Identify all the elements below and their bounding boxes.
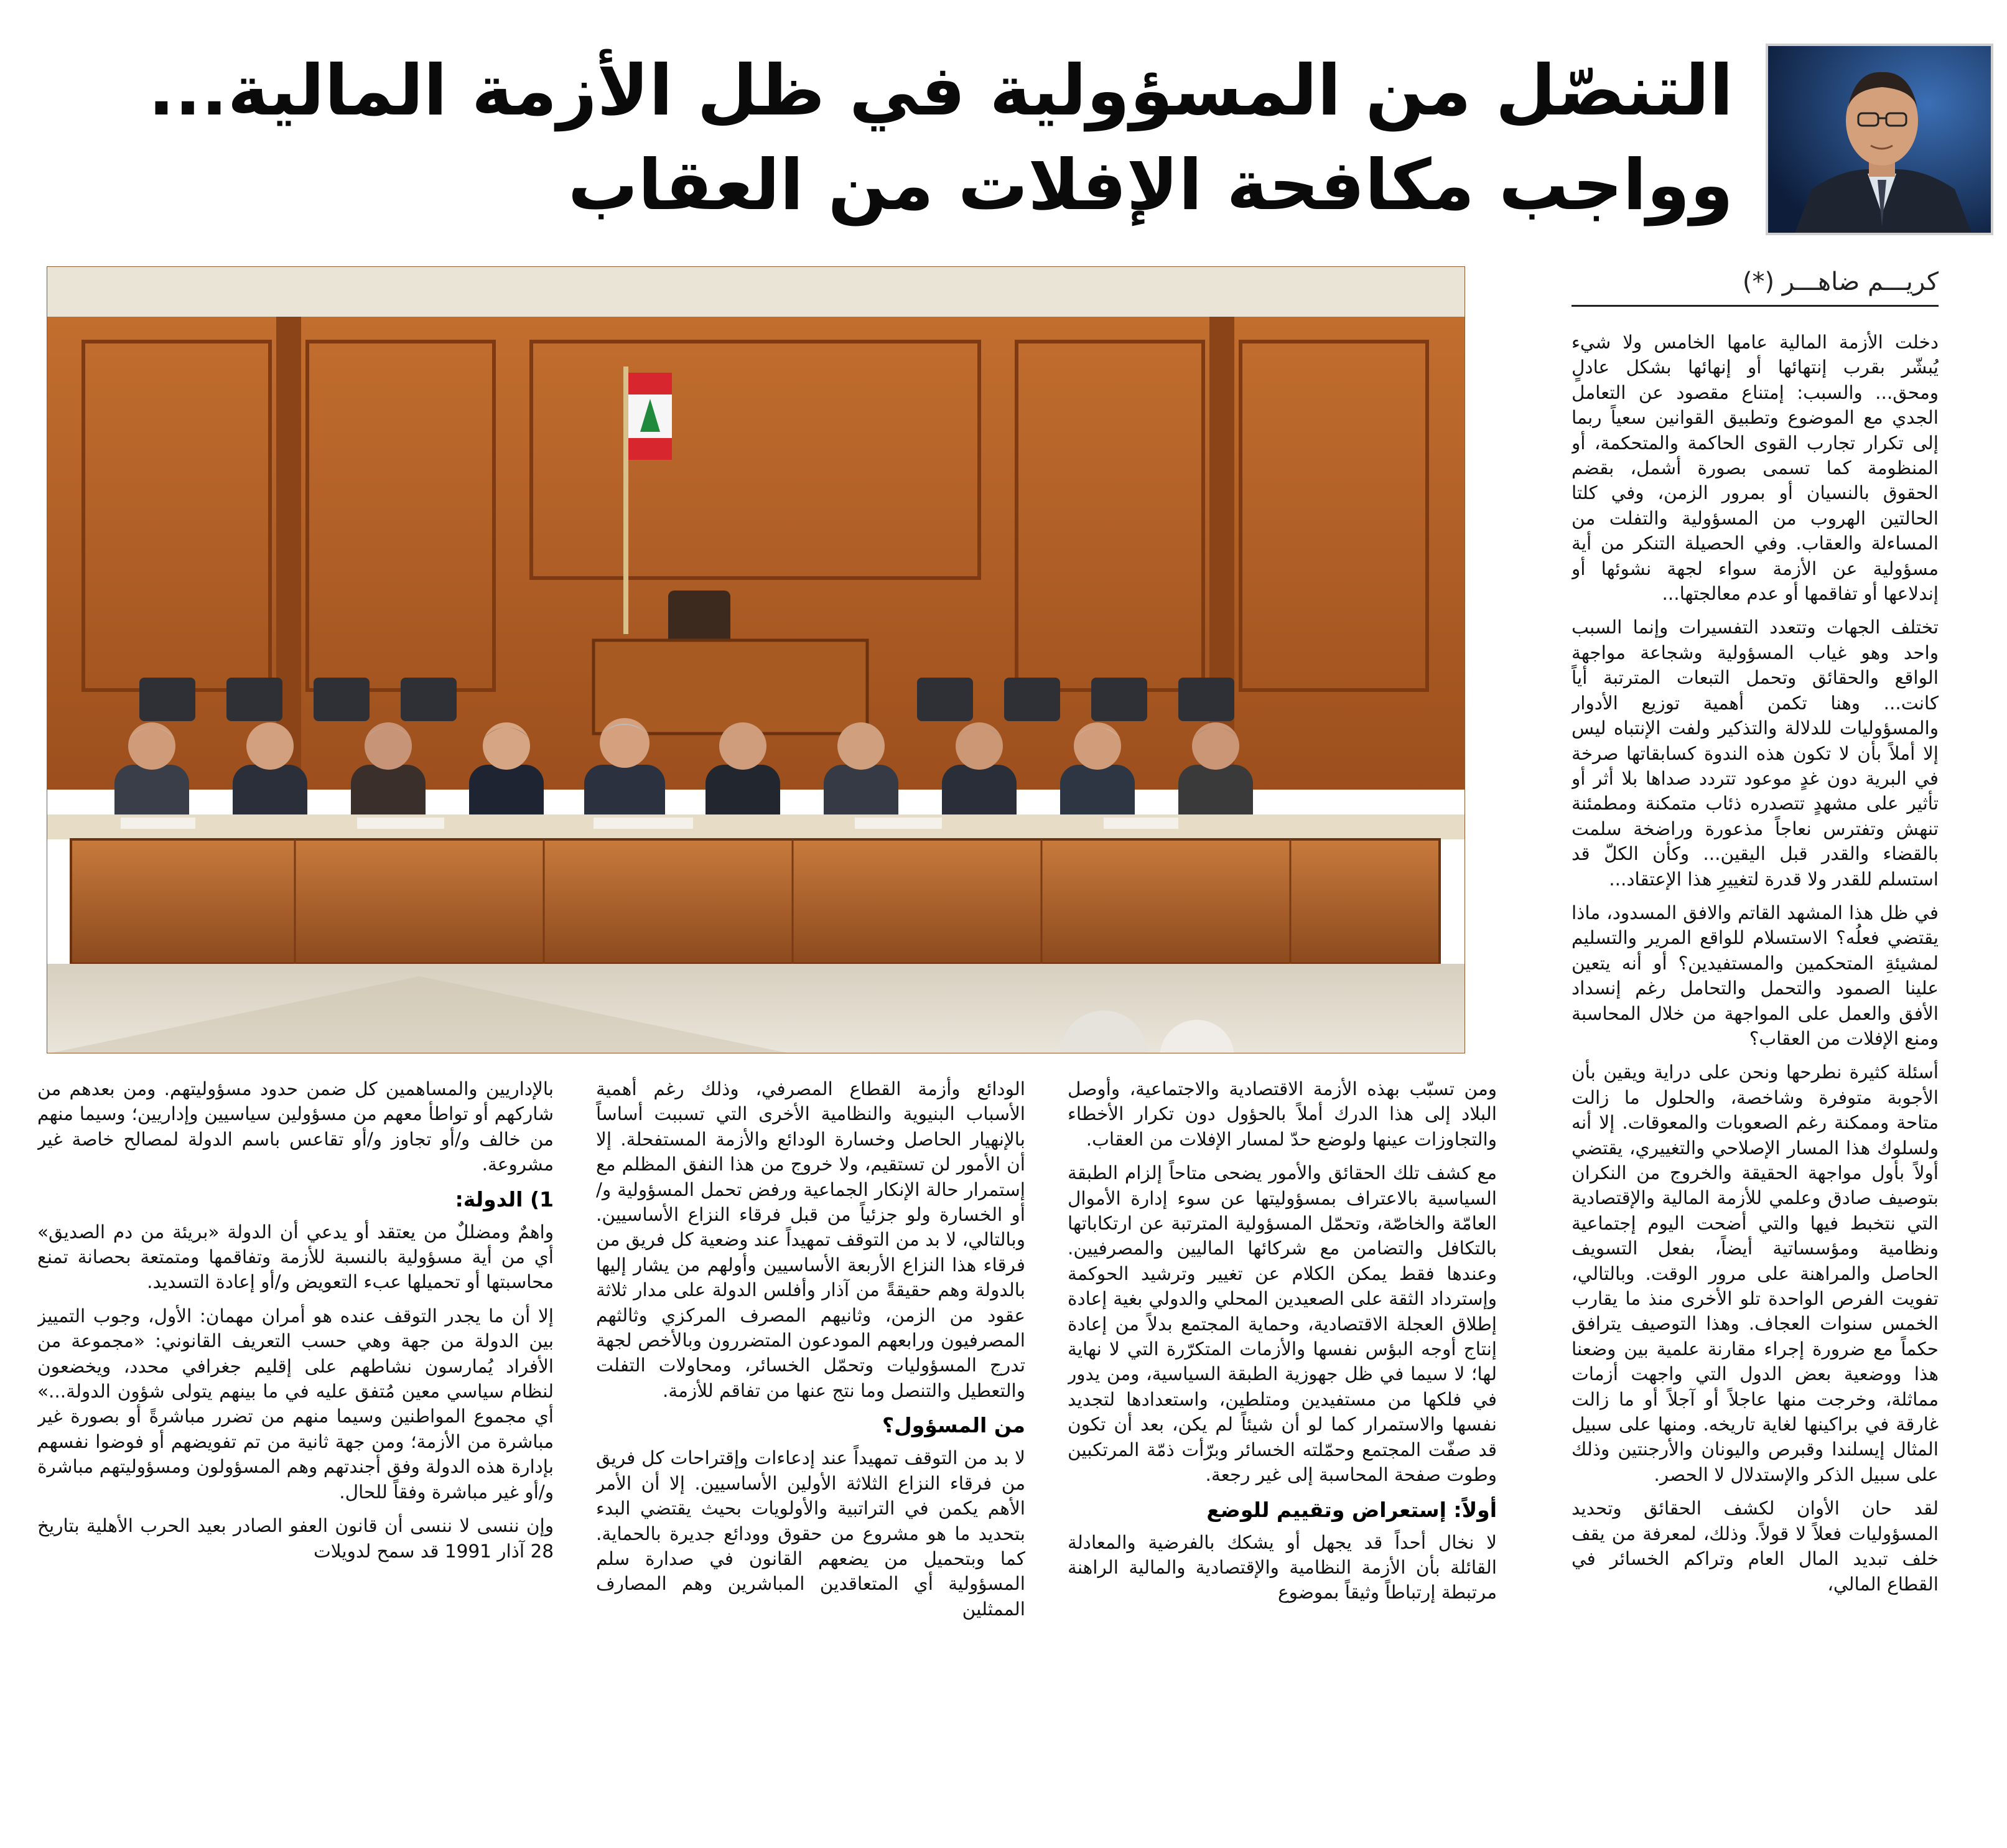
paragraph: لقد حان الأوان لكشف الحقائق وتحديد المسؤوليات فعلاً لا قولاً. وذلك، لمعرفة من يقف خلف تبديد المال العام وتراكم الخسائر في القطاع المالي، [1572,1498,1939,1595]
paragraph: أسئلة كثيرة نطرحها ونحن على دراية ويقين بأن الأجوبة متوفرة وشاخصة، والحلول ما زالت متاحة وممكنة رغم الصعوبات والمعوقات. إلا أنه ولسلوك هذا المسار الإصلاحي والتغييري، يقتضي أولاً بأول مواجهة الحقيقة والخروج من النكران بتوصيف صادق وعلمي للأزمة المالية والإقتصادية التي نتخبط فيها والتي أضحت اليوم إجتماعية ونظامية ومؤسساتية أيضاً، بفعل التسويف الحاصل والمراهنة على مرور الوقت. وبالتالي، تفويت الفرص الواحدة تلو الأخرى منذ ما يقارب الخمس سنوات العجاف. وهذا التوصيف يترافق حكماً مع ضرورة إجراء مقارنة علمية بين وضعنا هذا ووضعية بعض الدول التي واجهت أزمات مماثلة، وخرجت منها عاجلاً أو آجلاً أو ما زالت غارقة في براكينها لغاية تاريخه. ومنها على سبيل المثال إيسلندا وقبرص واليونان والأرجنتين وذلك على سبيل الذكر والإستدلال لا الحصر. [1572,1062,1939,1485]
paragraph: لا بد من التوقف تمهيداً عند إدعاءات وإقتراحات كل فريق من فرقاء النزاع الثلاثة الأولين الأساسيين. إلا أن الأمر الأهم يكمن في التراتبية والأولويات بحيث يقتضي البدء بتحديد ما هو مشروع من حقوق وودائع جديرة بالحماية. كما وبتحميل من يضعهم القانون في صدارة سلم المسؤولية أي المتعاقدين المباشرين وهم المصارف الممثلين [596,1447,1025,1620]
paragraph: في ظل هذا المشهد القاتم والافق المسدود، ماذا يقتضي فعلُه؟ الاستسلام للواقع المرير والتسليم لمشيئةِ المتحكمين والمستفيدين؟ أو أنه يتعين علينا الصمود والتحمل والتحامل رغم إنسداد الأفق والعمل على المواجهة من خلال المحاسبة ومنع الإفلات من العقاب؟ [1572,902,1939,1049]
paragraph: لا نخال أحداً قد يجهل أو يشكك بالفرضية والمعادلة القائلة بأن الأزمة النظامية والإقتصادية والمالية الراهنة مرتبطة إرتباطاً وثيقاً بموضوع [1068,1531,1497,1603]
headline-line-1: التنصّل من المسؤولية في ظل الأزمة المالية... [148,50,1733,131]
paragraph: واهمٌ ومضللٌ من يعتقد أو يدعي أن الدولة «بريئة من دم الصديق» أي من أية مسؤولية بالنسبة للأزمة وتفاقمها ومتمتعة بحصانة تمنع محاسبتها أو تحميلها عبء التعويض و/أو إعادة التسديد. [37,1221,554,1293]
section-heading: من المسؤول؟ [882,1413,1025,1438]
paragraph: مع كشف تلك الحقائق والأمور يضحى متاحاً إلزام الطبقة السياسية بالاعتراف بمسؤوليتها عن سوء إدارة الأموال العامّة والخاصّة، وتحمّل المسؤولية المترتبة عن ارتكاباتها بالتكافل والتضامن مع شركائها الماليين والمصرفيين. وعندها فقط يمكن الكلام عن تغيير وترشيد الحوكمة وإسترداد الثقة على الصعيدين المحلي والدولي بغية إعادة إطلاق العجلة الاقتصادية، وحماية المجتمع بدلاً من إعادة إنتاج أوجه البؤس نفسها والأزمات المتكرّرة التي لا نهاية لها؛ لا سيما في ظل جهوزية الطبقة السياسية، ومن يدور في فلكها من مستفيدين ومتلطين، واستعدادها لتجديد نفسها والاستمرار كما لو أن شيئاً لم يكن، بعد أن تكون قد صفّت المجتمع وحمّلته الخسائر وبرّأت ذمّة المرتكبين وطوت صفحة المحاسبة إلى غير رجعة. [1068,1162,1497,1486]
article-column-1 [1572,330,1939,1842]
paragraph: بالإداريين والمساهمين كل ضمن حدود مسؤوليتهم. ومن بعدهم من شاركهم أو تواطأ معهم من مسؤولين سياسيين وإداريين؛ وسيما منهم من خالف و/أو تجاوز و/أو تقاعس باسم الدولة لمصالح خاصة غير مشروعة. [37,1078,554,1175]
paragraph: دخلت الأزمة المالية عامها الخامس ولا شيء يُبشّر بقرب إنتهائها أو إنهائها بشكل عادلٍ ومحق... والسبب: إمتناع مقصود عن التعامل الجدي مع الموضوع وتطبيق القوانين سعياً ربما إلى تكرار تجارب القوى الحاكمة والمتحكمة، أو المنظومة كما تسمى بصورة أشمل، بقضم الحقوق بالنسيان أو بمرور الزمن، وفي كلتا الحالتين الهروب من المسؤولية والتفلت من المساءلة والعقاب. وفي الحصيلة التنكر من أية مسؤولية عن الأزمة سواء لجهة نشوئها أو إندلاعها أو تفاقمها أو عدم معالجتها... [1572,332,1939,605]
paragraph: وإن ننسى لا ننسى أن قانون العفو الصادر بعيد الحرب الأهلية بتاريخ 28 آذار 1991 قد سمح لدويلات [37,1515,554,1562]
byline: كريـــم ضاهـــر (*) [1572,268,1939,307]
author-portrait [1766,44,1993,235]
paragraph: تختلف الجهات وتتعدد التفسيرات وإنما السبب واحد وهو غياب المسؤولية وشجاعة مواجهة الواقع والحقائق وتحمل التبعات المترتبة أياً كانت... وهنا تكمن أهمية توزيع الأدوار والمسؤوليات للدلالة والتذكير ولفت الإنتباه ليس إلا أملاً بأن لا تكون هذه الندوة كسابقاتها صرخة في البرية دون غدٍ موعود تتردد صداها بلا أثر أو تأثير على مشهدٍ تتصدره ذئاب متمكنة ومطمئنة تنهش وتفترس نعاجاً مذعورة وراضخة سلمت بالقضاء والقدر قبل اليقين... وكأن الكلّ قد استسلم للقدر ولا قدرة لتغييرِ هذا الإعتقاد... [1572,617,1939,890]
article-column-4 [37,1076,554,1845]
lebanese-flag [628,373,672,460]
article-column-3 [596,1076,1025,1845]
paragraph: ومن تسبّب بهذه الأزمة الاقتصادية والاجتماعية، وأوصل البلاد إلى هذا الدرك أملاً بالحؤول دون تكرار الأخطاء والتجاوزات عينها ولوضع حدّ لمسار الإفلات من العقاب. [1068,1078,1497,1150]
section-heading: 1) الدولة: [455,1187,554,1211]
conference-photo [47,266,1465,1053]
headline [41,44,1733,233]
paragraph: الودائع وأزمة القطاع المصرفي، وذلك رغم أهمية الأسباب البنيوية والنظامية الأخرى التي تسببت أساساً بالإنهيار الحاصل وخسارة الودائع والأزمة المستفحلة. إلا أن الأمور لن تستقيم، ولا خروج من هذا النفق المظلم مع إستمرار حالة الإنكار الجماعية ورفض تحمل المسؤولية و/أو الخسارة ولو جزئياً من قبل فرقاء النزاع الأساسيين. وبالتالي، لا بد من التوقف تمهيداً عند وضعية كل فريق من فرقاء هذا النزاع الأربعة الأساسيين وأولهم من يشار إليها بالدولة وهم حقيقةً من آذار وأفلس الدولة على مدار ثلاثة عقود من الزمن، وثانيهم المصرف المركزي وثالثهم المصرفيون ورابعهم المودعون المتضررون وبالأخص لجهة تدرج المسؤوليات وتحمّل الخسائر، ومحاولات التفلت والتعطيل والتنصل وما نتج عنها من تفاقم للأزمة. [596,1078,1025,1401]
headline-line-2: وواجب مكافحة الإفلات من العقاب [567,145,1733,226]
section-heading: أولاً: إستعراض وتقييم للوضع [1206,1497,1497,1522]
paragraph: إلا أن ما يجدر التوقف عنده هو أمران مهمان: الأول، وجوب التمييز بين الدولة من جهة وهي حسب التعريف القانوني: «مجموعة من الأفراد يُمارسون نشاطهم على إقليم جغرافي محدد، ويخضعون لنظام سياسي معين مُتفق عليه في ما بينهم يتولى شؤون الدولة...» أي مجموع المواطنين وسيما منهم من تضرر مباشرةً أو بصورة غير مباشرة من الأزمة؛ ومن جهة ثانية من تم تفويضهم أو فوضوا نفسهم بإدارة هذه الدولة وفق أجندتهم وهم المسؤولون ومسؤوليتهم مباشرة و/أو غير مباشرة وفقاً للحال. [37,1305,554,1503]
article-column-2 [1068,1076,1497,1845]
